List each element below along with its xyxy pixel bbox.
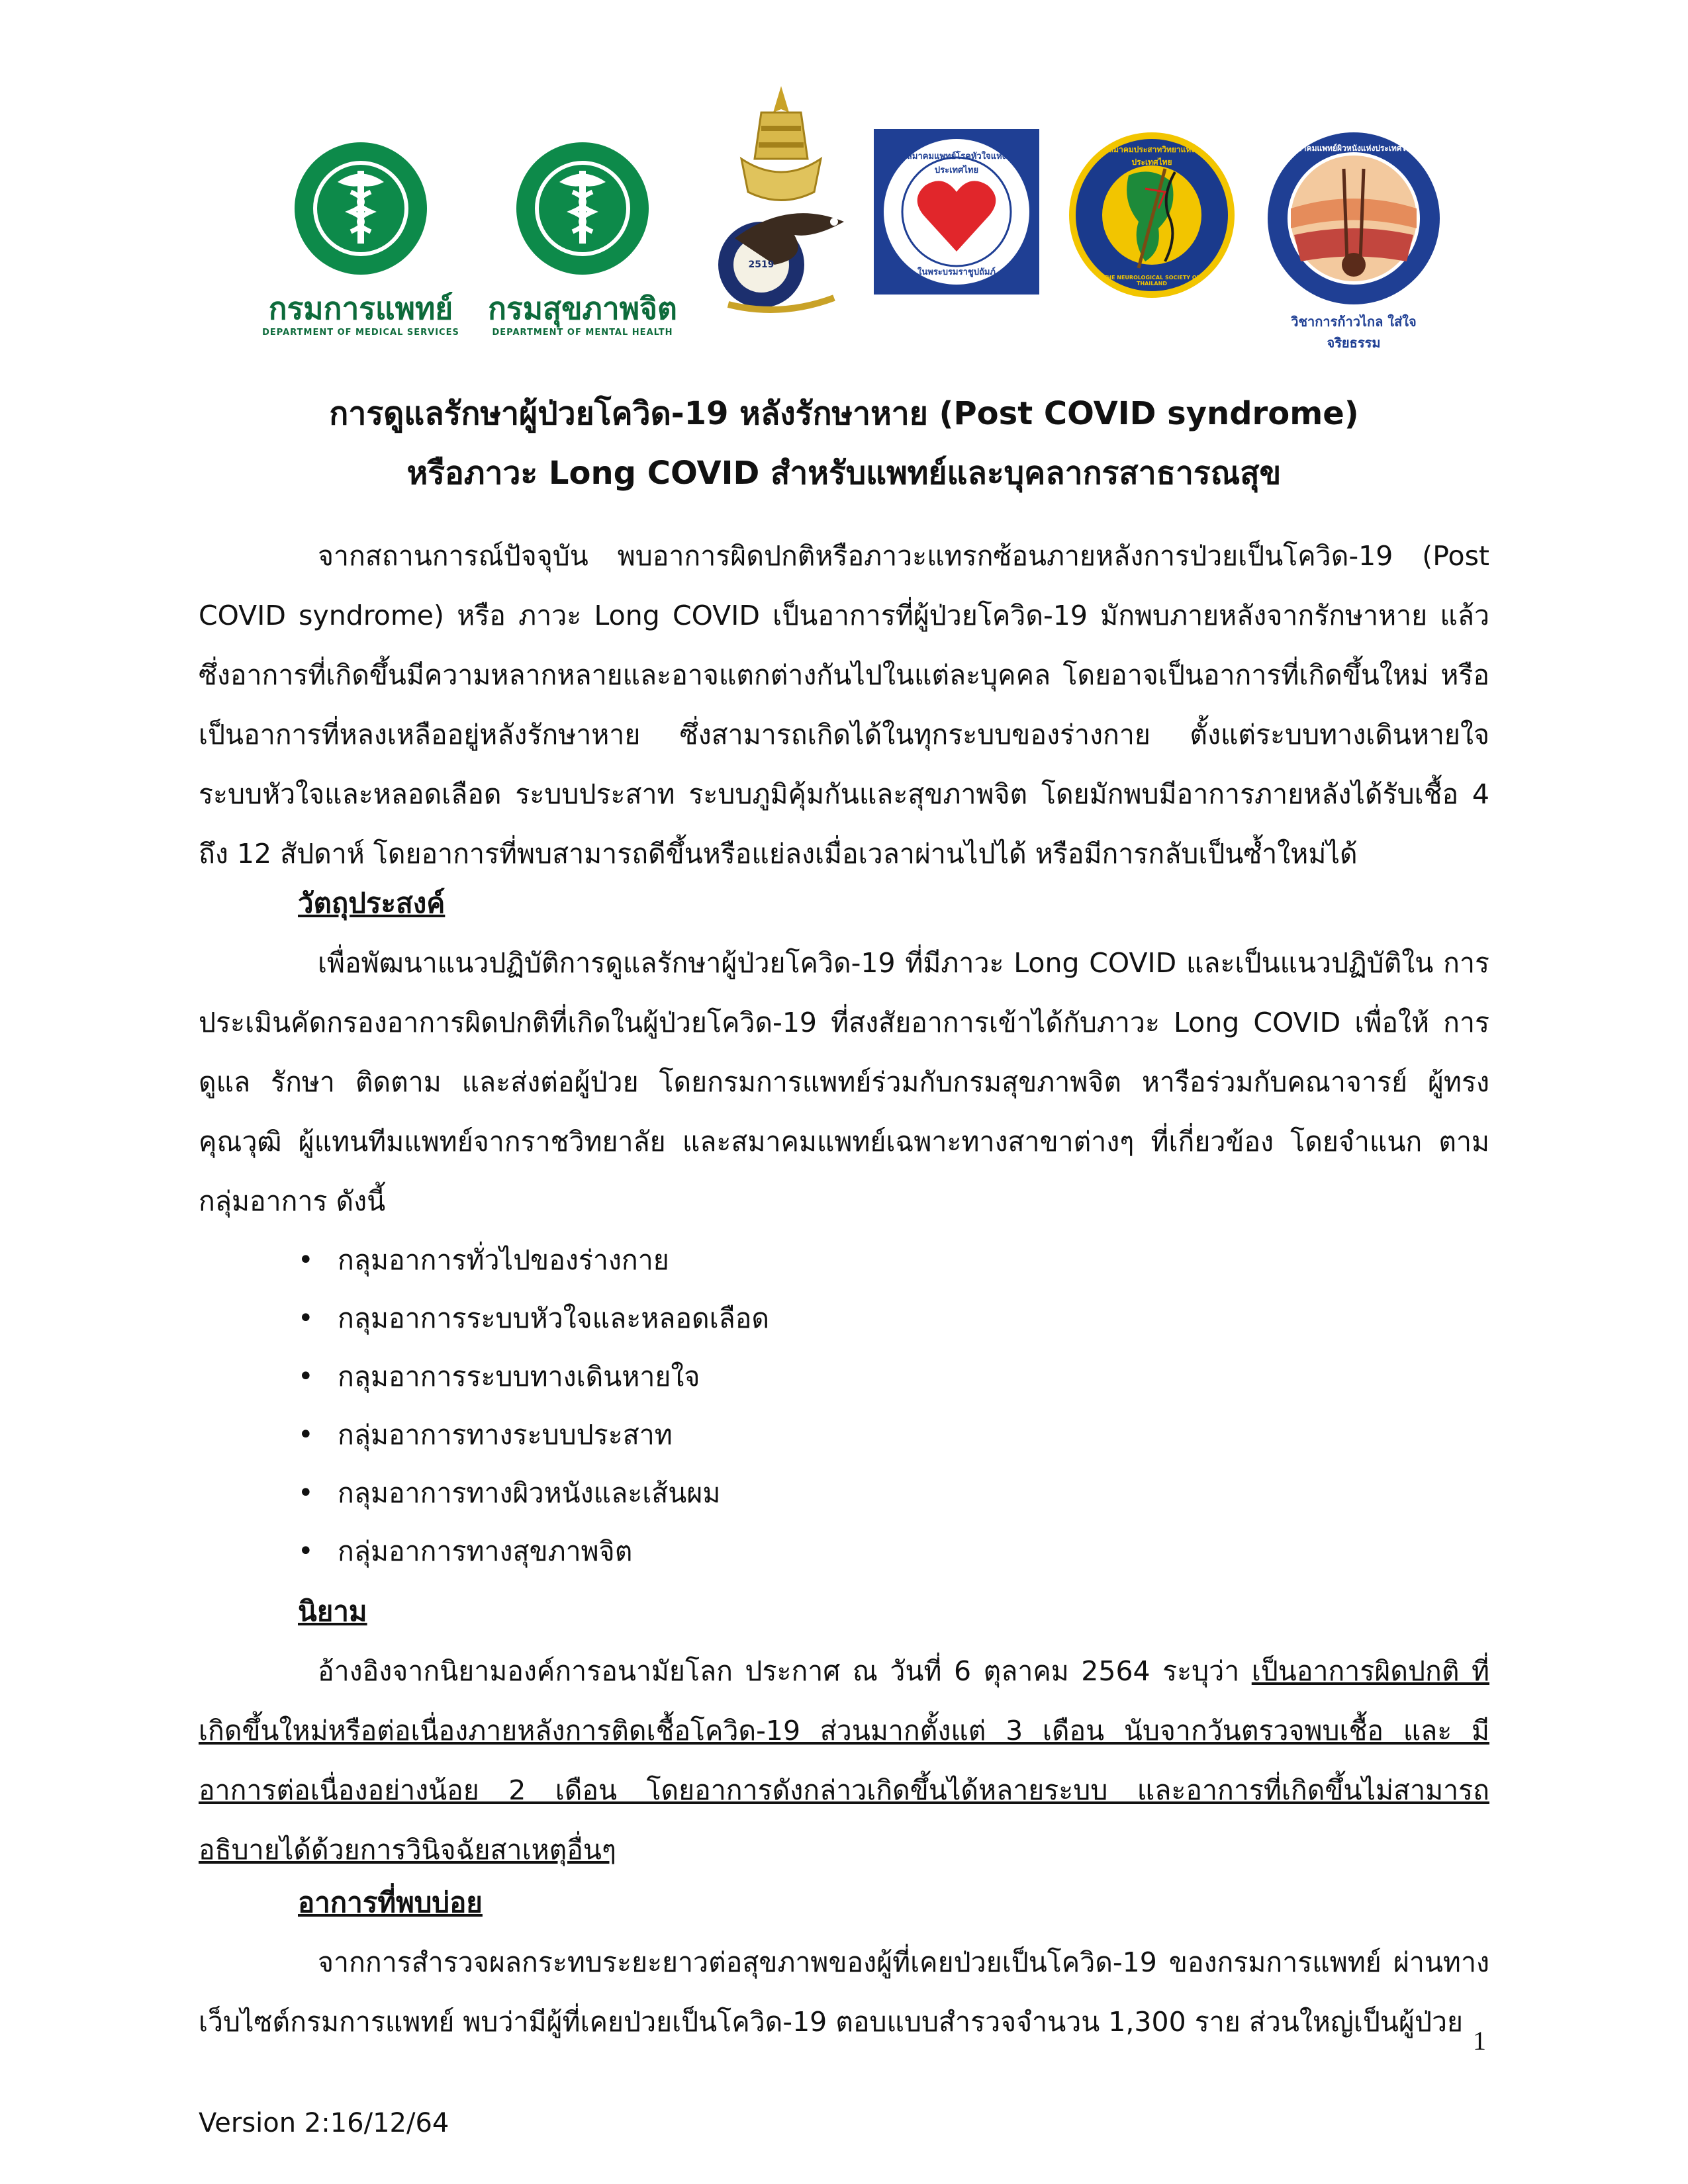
royal-crest-icon <box>715 86 847 338</box>
objective-heading: วัตถุประสงค์ <box>298 887 445 919</box>
list-item: • กลุมอาการทางผิวหนังและเส้นผม <box>298 1464 769 1522</box>
common-heading: อาการที่พบบ่อย <box>298 1886 483 1919</box>
royal-college-year: 2519 <box>748 259 774 270</box>
list-item: • กลุมอาการทั่วไปของร่างกาย <box>298 1231 769 1289</box>
dms-logo <box>252 139 470 338</box>
derm-society-motto: วิชาการก้าวไกล ใส่ใจจริยธรรม <box>1291 314 1417 351</box>
dms-emblem-icon <box>252 139 470 285</box>
list-item: • กลุมอาการระบบทางเดินหายใจ <box>298 1347 769 1406</box>
dms-name-en: DEPARTMENT OF MEDICAL SERVICES <box>262 328 459 338</box>
symptom-group-list <box>298 1231 769 1580</box>
heart-society-logo <box>874 129 1039 295</box>
neuro-society-name-th: สมาคมประสาทวิทยาแห่งประเทศไทย <box>1108 145 1196 167</box>
definition-paragraph <box>199 1641 1489 1880</box>
neuro-society-name-en: THE NEUROLOGICAL SOCIETY OF THAILAND <box>1103 275 1201 287</box>
logo-row <box>252 86 1443 351</box>
derm-emblem-icon <box>1264 129 1443 308</box>
definition-heading: นิยาม <box>298 1595 367 1627</box>
dmh-name-en: DEPARTMENT OF MENTAL HEALTH <box>492 328 673 338</box>
page-number: 1 <box>1473 2026 1486 2056</box>
document-title <box>199 390 1489 496</box>
common-paragraph: จากการสำรวจผลกระทบระยะยาวต่อสุขภาพของผู้ที่เคยป่วยเป็นโควิด-19 ของกรมการแพทย์ ผ่านทาง เว็บไซต์กรมการแพทย์ พบว่ามีผู้ที่เคยป่วยเป็นโควิด-19 ตอบแบบสำรวจจำนวน 1,300 ราย ส่วนใหญ่เป็นผู้ป่วย <box>199 1946 1489 2038</box>
heart-society-name: สมาคมแพทย์โรคหัวใจแห่งประเทศไทย <box>907 152 1006 175</box>
dms-name-th: กรมการแพทย์ <box>268 291 453 326</box>
title-line-1: การดูแลรักษาผู้ป่วยโควิด-19 หลังรักษาหาย (Post COVID syndrome) <box>329 395 1359 432</box>
intro-paragraph: จากสถานการณ์ปัจจุบัน พบอาการผิดปกติหรือภาวะแทรกซ้อนภายหลังการป่วยเป็นโควิด-19 (Post COVID syndrome) หรือ ภาวะ Long COVID เป็นอาการที่ผู้ป่วยโควิด-19 มักพบภายหลังจากรักษาหาย แล้ว ซึ่งอาการที่เกิดขึ้นมีความหลากหลายและอาจแตกต่างกันไปในแต่ละบุคคล โดยอาจเป็นอาการที่เกิดขึ้นใหม่ หรือเป็นอาการที่หลงเหลืออยู่หลังรักษาหาย ซึ่งสามารถเกิดได้ในทุกระบบของร่างกาย ตั้งแต่ระบบทางเดินหายใจ ระบบหัวใจและหลอดเลือด ระบบประสาท ระบบภูมิคุ้มกันและสุขภาพจิต โดยมักพบมีอาการภายหลังได้รับเชื้อ 4 ถึง 12 สัปดาห์ โดยอาการที่พบสามารถดีขึ้นหรือแย่ลงเมื่อเวลาผ่านไปได้ หรือมีการกลับเป็นซ้ำใหม่ได้ <box>199 540 1489 870</box>
definition-underlined: เป็นอาการผิดปกติ ที่เกิดขึ้นใหม่หรือต่อเนื่องภายหลังการติดเชื้อโควิด-19 ส่วนมากตั้งแต่ 3 เดือน นับจากวันตรวจพบเชื้อ และ มีอาการต่อเนื่องอย่างน้อย 2 เดือน โดยอาการดังกล่าวเกิดขึ้นได้หลายระบบ และอาการที่เกิดขึ้นไม่สามารถ อธิบายได้ด้วยการวินิจฉัยสาเหตุอื่นๆ <box>199 1655 1490 1866</box>
version-label: Version 2:16/12/64 <box>199 2108 449 2138</box>
dmh-logo <box>483 139 682 338</box>
title-line-2: หรือภาวะ Long COVID สำหรับแพทย์และบุคลากรสาธารณสุข <box>406 455 1282 492</box>
definition-lead: อ้างอิงจากนิยามองค์การอนามัยโลก ประกาศ ณ วันที่ 6 ตุลาคม 2564 ระบุว่า <box>318 1655 1252 1687</box>
heart-society-sub: ในพระบรมราชูปถัมภ์ <box>917 267 996 277</box>
derm-society-logo <box>1264 129 1443 351</box>
list-item: • กลุมอาการระบบหัวใจและหลอดเลือด <box>298 1289 769 1347</box>
derm-society-name-th: สมาคมแพทย์ผิวหนังแห่งประเทศไทย <box>1291 144 1416 153</box>
list-item: • กลุ่มอาการทางระบบประสาท <box>298 1406 769 1464</box>
list-item: • กลุ่มอาการทางสุขภาพจิต <box>298 1522 769 1580</box>
dmh-emblem-icon <box>483 139 682 285</box>
royal-college-logo <box>715 86 847 338</box>
neuro-society-logo <box>1066 129 1238 301</box>
objective-paragraph: เพื่อพัฒนาแนวปฏิบัติการดูแลรักษาผู้ป่วยโควิด-19 ที่มีภาวะ Long COVID และเป็นแนวปฏิบัติใน การประเมินคัดกรองอาการผิดปกติที่เกิดในผู้ป่วยโควิด-19 ที่สงสัยอาการเข้าได้กับภาวะ Long COVID เพื่อให้ การดูแล รักษา ติดตาม และส่งต่อผู้ป่วย โดยกรมการแพทย์ร่วมกับกรมสุขภาพจิต หารือร่วมกับคณาจารย์ ผู้ทรงคุณวุฒิ ผู้แทนทีมแพทย์จากราชวิทยาลัย และสมาคมแพทย์เฉพาะทางสาขาต่างๆ ที่เกี่ยวข้อง โดยจำแนก ตามกลุ่มอาการ ดังนี้ <box>199 947 1489 1217</box>
dmh-name-th: กรมสุขภาพจิต <box>488 291 677 326</box>
